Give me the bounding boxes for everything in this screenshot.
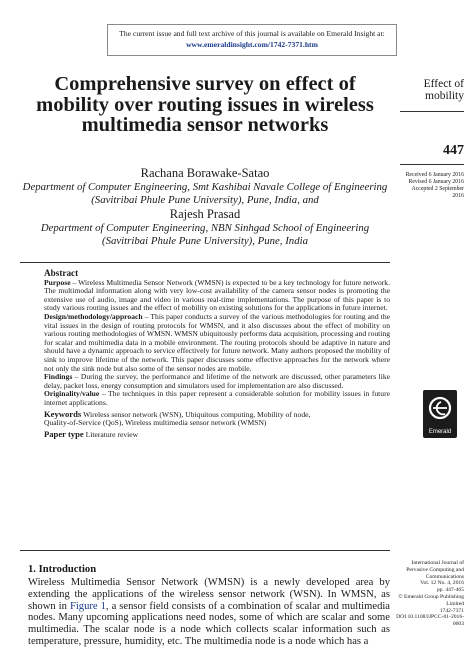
abstract-purpose <box>44 279 390 313</box>
originality-text: – The techniques in this paper represent a considerable solution for mobility issues in future internet applications. <box>44 389 390 407</box>
keywords-line-2: Quality-of-Service (QoS), Wireless multimedia sensor network (WMSN) <box>44 418 267 428</box>
journal-url-link[interactable]: www.emeraldinsight.com/1742-7371.htm <box>186 40 318 49</box>
intro-text-part-1: Wireless Multimedia Sensor Network (WMSN) is a newly developed area by extending the applications of the wireless sensor network (WSN). In WMSN, as shown in <box>28 577 390 612</box>
figure-1-link[interactable]: Figure 1 <box>69 600 106 612</box>
intro-text <box>28 577 390 648</box>
author-affiliation: Department of Computer Engineering, NBN Sinhgad School of Engineering (Savitribai Phule Pune University), Pune, India <box>40 222 370 247</box>
abstract-method <box>44 313 390 373</box>
journal-copyright: © Emerald Group Publishing Limited <box>398 593 464 607</box>
abstract-section <box>44 269 390 439</box>
paper-type <box>44 430 390 440</box>
journal-volume: Vol. 12 No. 4, 2016 <box>420 580 464 587</box>
page-number: 447 <box>443 143 464 158</box>
received-date: Received 6 January 2016 <box>405 172 464 178</box>
accepted-date: Accepted 2 September 2016 <box>411 186 464 199</box>
author-affiliation: Department of Computer Engineering, Smt Kashibai Navale College of Engineering (Savitribai Phule Pune University), Pune, India, and <box>22 181 388 206</box>
purpose-label: Purpose <box>44 277 71 287</box>
journal-notice-box <box>107 24 397 56</box>
journal-info <box>390 560 464 628</box>
method-label: Design/methodology/approach <box>44 311 143 321</box>
intro-heading: 1. Introduction <box>28 564 97 575</box>
margin-rule-top <box>400 111 464 112</box>
submission-dates <box>400 172 464 200</box>
journal-pages: pp. 447-465 <box>436 587 464 594</box>
keywords <box>44 410 390 428</box>
keywords-label: Keywords <box>44 408 82 419</box>
abstract-findings <box>44 373 390 390</box>
abstract-divider-top <box>20 262 390 263</box>
intro-text-part-2: , a sensor field consists of a combination of scalar and multimedia nodes. Many upcoming applications need nodes, some of which are scalar and some multimedia. The scalar node is a node which collects scalar information such as temperature, pressure, humidity, etc. The multimedia node is a node which has a <box>28 600 391 647</box>
paper-type-value: Literature review <box>85 429 139 439</box>
journal-doi: DOI 10.1108/IJPCC-01-2016-0003 <box>396 614 464 628</box>
journal-issn: 1742-7371 <box>439 607 464 614</box>
article-title: Comprehensive survey on effect of mobility over routing issues in wireless multimedia sensor networks <box>36 73 374 136</box>
running-topic: Effect of mobility <box>423 78 464 102</box>
margin-rule-mid <box>400 164 464 165</box>
purpose-text: – Wireless Multimedia Sensor Network (WMSN) is expected to be a key technology for future network. The multimodal information along with very low-cost availability of the camera sensor nodes is promoting the extensive use of audio, image and video in various real-time implementations. The purpose of this paper is to study various routing issues and the effect of mobility on existing solutions for the applications in future internet. <box>44 277 390 313</box>
journal-name: International Journal of Pervasive Computing and Communications <box>406 560 464 580</box>
abstract-divider-bottom <box>20 550 390 551</box>
paper-type-label: Paper type <box>44 428 84 439</box>
journal-notice-text: The current issue and full text archive of this journal is available on Emerald Insight at: <box>119 29 385 38</box>
emerald-logo-label: Emerald <box>428 429 452 435</box>
findings-label: Findings <box>44 372 73 382</box>
originality-label: Originality/value <box>44 389 100 399</box>
author-name: Rachana Borawake-Satao <box>140 166 270 180</box>
author-name: Rajesh Prasad <box>169 207 241 221</box>
abstract-originality <box>44 390 390 407</box>
emerald-e-icon <box>423 390 457 430</box>
revised-date: Revised 6 January 2016 <box>408 179 464 185</box>
keywords-line-1: Wireless sensor network (WSN), Ubiquitous computing, Mobility of node, <box>83 409 311 419</box>
method-text: – This paper conducts a survey of the various methodologies for routing and the vital issues in the design of routing protocols for WMSN, and it also discusses about the effect of mobility on various routing methodologies of WMSN. WMSN ubiquitously performs data acquisition, processing and routing for scalar and multimedia data in a mobile environment. The routing protocols should be adaptive in nature and should have a dynamic approach to service effectively for future network. Many authors proposed the mobility of sink to improve lifetime of the network. This paper discusses some effective approaches for the network where not only the sink node but also some of the sensor nodes are mobile. <box>44 311 390 373</box>
abstract-heading: Abstract <box>44 268 79 278</box>
findings-text: – During the survey, the performance and lifetime of the network are discussed, other parameters like delay, packet loss, energy consumption and simulators used for implementation are also discussed. <box>44 372 390 390</box>
